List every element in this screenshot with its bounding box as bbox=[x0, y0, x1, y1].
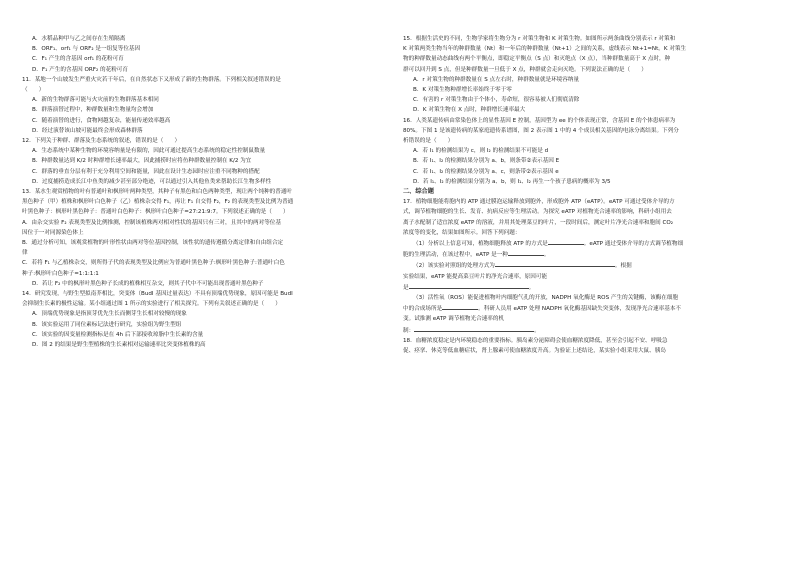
right-line bbox=[403, 116, 765, 126]
line-text-after: 。 bbox=[543, 252, 550, 259]
line-text: 是 bbox=[403, 284, 409, 291]
answer-blank bbox=[495, 260, 615, 267]
line-text: 群可以回升到 S 点，但是种群数量一旦低于 X 点，种群就会走向灭绝。下列说法正确的是（ ） bbox=[403, 66, 647, 73]
left-line bbox=[22, 85, 384, 95]
left-line bbox=[22, 65, 384, 75]
right-line bbox=[403, 136, 765, 146]
line-text: A．r 对策生物的种群数量在 S 点左右时，种群数量就是环境容纳量 bbox=[413, 76, 580, 83]
left-line bbox=[22, 269, 384, 279]
right-line bbox=[403, 272, 765, 282]
line-text: C．随着演替的进行，食物网越复杂，能量传递效率越高 bbox=[32, 117, 171, 124]
right-line bbox=[403, 336, 765, 346]
line-text: （ ） bbox=[22, 87, 45, 94]
line-text: A．水稻品种甲与乙之间存在生殖隔离 bbox=[32, 36, 126, 42]
line-text: 种子:枫形叶白色种子=1:1:1:1 bbox=[22, 270, 99, 277]
right-line bbox=[403, 85, 765, 95]
left-column bbox=[22, 34, 384, 350]
line-text: （2）该实验对照组的处理方式为 bbox=[413, 263, 495, 270]
line-text: D．K 对策生物在 X 点时，种群增长速率最大 bbox=[413, 107, 526, 114]
right-line bbox=[403, 126, 765, 136]
right-line bbox=[403, 65, 765, 75]
line-text: C．F₁ 产生的含基因 orf₁ 的花粉可育 bbox=[32, 56, 124, 63]
line-text: K 对策两类生物当年的种群数量（Nt）和一年后的种群数量（Nt+1）之间的关系，虚线表示 Nt+1=Nt。K 对策生 bbox=[403, 46, 687, 53]
line-text: 会抑制生长素的极性运输。某小组通过图 1 所示的实验进行了相关探究。下列有关叙述正确的是（ ） bbox=[22, 301, 281, 308]
line-text-after: 。 bbox=[528, 284, 535, 291]
right-line bbox=[403, 54, 765, 64]
line-text: B．K 对策生物种群增长率始终于零于零 bbox=[413, 87, 512, 94]
line-text: D．F₁ 产生的含基因 ORF₂ 的花粉可育 bbox=[32, 66, 128, 73]
right-line bbox=[403, 238, 765, 249]
line-text: 18．血糖浓度稳定是内环境稳态的重要指标。胰岛素分泌障碍会使血糖浓度降低，甚至会引起不安、呼吸急 bbox=[403, 337, 668, 344]
right-line bbox=[403, 177, 765, 187]
line-text: 11．某地一个山坡发生严重火灾若干年后，在自然状态下又形成了新的生物群落。下列相关叙述错误的是 bbox=[22, 76, 281, 83]
line-text: 中的合成场所是 bbox=[403, 306, 443, 313]
right-line bbox=[403, 314, 765, 324]
line-text: C．有害的 r 对策生物由于个体小，寿命短，很容易被人们彻底清除 bbox=[413, 97, 580, 104]
left-line bbox=[22, 105, 384, 115]
line-text: （1）分析以上信息可知，植物细胞释放 ATP 的方式是 bbox=[413, 241, 548, 248]
answer-blank bbox=[508, 249, 544, 256]
left-line bbox=[22, 187, 384, 197]
line-text: C．若 I₁、I₂ 的检测结果分别为 a、c，则条带②表示基因 e bbox=[413, 168, 559, 175]
line-text: 制： bbox=[403, 327, 415, 334]
line-text: 变。试推测 eATP 调节植物光合速率的机 bbox=[403, 316, 505, 323]
left-line bbox=[22, 44, 384, 54]
line-text: （3）活性氧（ROS）能促进植物叶内细胞气孔的开放，NADPH 氧化酶是 ROS 产生的关键酶，该酶在细胞 bbox=[413, 295, 679, 302]
right-line bbox=[403, 167, 765, 177]
left-line bbox=[22, 156, 384, 166]
right-line bbox=[403, 249, 765, 260]
right-line bbox=[403, 218, 765, 228]
right-column bbox=[403, 34, 765, 356]
line-text: A．若 I₁ 的检测结果为 c，则 I₂ 的检测结果不可能是 d bbox=[413, 148, 549, 155]
left-line bbox=[22, 126, 384, 136]
line-text: 式，调节植物细胞的生长、发育、抗病反应等生理活动。为探究 eATP 对植物光合速率的影响，科研小组用去 bbox=[403, 209, 672, 216]
left-line bbox=[22, 340, 384, 350]
right-line bbox=[403, 346, 765, 356]
line-text-after: 。科研人员用 eATP 处理 NADPH 氧化酶基因缺失突变体，发现净光合速率基本不 bbox=[478, 306, 682, 313]
line-text: B．若 I₁、I₂ 的检测结果分别为 a、b，则条带②表示基因 E bbox=[413, 158, 560, 165]
line-text: B．ORF₁、orf₁ 与 ORF₂ 是一组复等位基因 bbox=[32, 46, 141, 53]
line-text: D．经过演替该山坡可能最终会形成森林群落 bbox=[32, 127, 143, 134]
left-line bbox=[22, 54, 384, 64]
line-text: 析错误的是（ ） bbox=[403, 138, 454, 145]
right-line bbox=[403, 260, 765, 271]
line-text: 黑色种子（甲）植株和枫形叶白色种子（乙）植株杂交得 F₁，再让 F₁ 自交得 F₂，F₂ 的表现类型及比例为普通 bbox=[22, 199, 294, 206]
right-line bbox=[403, 95, 765, 105]
left-line bbox=[22, 330, 384, 340]
line-text: 12．下列关于种群、群落及生态系统的叙述，错误的是（ ） bbox=[22, 138, 181, 145]
line-text: C．若将 F₁ 与乙植株杂交，则所得子代的表现类型及比例应为普通叶黑色种子:枫形叶黑色种子:普通叶白色 bbox=[22, 260, 285, 267]
line-text: 叶黑色种子：枫形叶黑色种子：普通叶白色种子：枫形叶白色种子=27:21:9:7。下列叙述正确的是（ ） bbox=[22, 209, 289, 216]
left-line bbox=[22, 95, 384, 105]
line-text: 离子水配制了适宜浓度 eATP 的溶液，并用其处理菜豆的叶片，一段时间后，测定叶片净光合速率和胞间 CO₂ bbox=[403, 219, 674, 226]
answer-blank bbox=[414, 325, 534, 332]
left-line bbox=[22, 279, 384, 289]
line-text: B．通过分析可知，该观赏植物的叶形性状由两对等位基因控制，该性状的遗传遵循分离定律和自由组合定 bbox=[22, 240, 284, 247]
right-line bbox=[403, 325, 765, 336]
line-text: D．若让 F₂ 中的枫形叶黑色种子长成的植株相互杂交，则其子代中不可能出现普通叶黑色种子 bbox=[32, 280, 264, 287]
line-text: 17．植物细胞能将胞内的 ATP 通过膜泡运输释放到胞外，形成胞外 ATP（eATP）。eATP 可通过受体介导的方 bbox=[403, 199, 675, 206]
left-line bbox=[22, 207, 384, 217]
right-line bbox=[403, 34, 765, 44]
line-text: A．顶端优势现象是指顶芽优先生长而侧芽生长相对较慢的现象 bbox=[32, 311, 187, 318]
line-text: 促、痉挛、休克等低血糖症状，肾上腺素可使血糖浓度升高。为验证上述结论，某实验小组采用大鼠、胰岛 bbox=[403, 348, 666, 355]
line-text-after: 。eATP 通过受体介导的方式调节植物细 bbox=[583, 241, 684, 248]
left-line bbox=[22, 218, 384, 228]
right-line bbox=[403, 156, 765, 166]
line-text: D．若 I₁、I₂ 的检测结果分别为 a、b，则 I₁、I₂ 再生一个孩子患病的概率为 3/5 bbox=[413, 178, 611, 185]
left-line bbox=[22, 136, 384, 146]
line-text: 14．研究发现，与野生型拟南芥相比，突变体（BudI 基因过量表达）不具有顶端优势现象，原因可能是 BudI bbox=[22, 291, 293, 298]
right-line bbox=[403, 207, 765, 217]
line-text: A．由杂交实验 F₂ 表现类型及比例推测，控制该植株两对相对性状的基因只有三对，且其中的两对等位基 bbox=[22, 219, 281, 226]
line-text: 律 bbox=[22, 250, 28, 257]
line-text-after: 。根据 bbox=[614, 263, 632, 270]
left-line bbox=[22, 258, 384, 268]
right-line bbox=[403, 197, 765, 207]
line-text: D．图 2 的结果是野生型植株的生长素相对运输速率比突变体植株的高 bbox=[32, 342, 206, 349]
left-line bbox=[22, 167, 384, 177]
line-text-after: 。 bbox=[534, 327, 540, 334]
right-line bbox=[403, 44, 765, 54]
left-line bbox=[22, 289, 384, 299]
right-line bbox=[403, 293, 765, 303]
right-line bbox=[403, 228, 765, 238]
right-line bbox=[403, 105, 765, 115]
line-text: 实验结果，eATP 能提高菜豆叶片的净光合速率，原因可能 bbox=[403, 273, 548, 280]
right-line bbox=[403, 146, 765, 156]
left-line bbox=[22, 299, 384, 309]
line-text: B．群落演替过程中，种群数量和生物量均会增加 bbox=[32, 107, 154, 114]
right-line bbox=[403, 282, 765, 293]
line-text: C．该实验的因变量检测指标是在 4h 后下部接收琼脂中生长素的含量 bbox=[32, 331, 204, 338]
right-line bbox=[403, 303, 765, 314]
line-text: 胞的生理活动，在该过程中，eATP 是一种 bbox=[403, 252, 508, 259]
left-line bbox=[22, 34, 384, 44]
left-line bbox=[22, 116, 384, 126]
line-text: D．过度捕捞造成长江中鱼类的减少甚至部分绝迹，可以通过引入其他鱼类来帮助长江生物多样性 bbox=[32, 178, 272, 185]
right-line bbox=[403, 187, 765, 197]
left-line bbox=[22, 177, 384, 187]
line-text: A．生态系统中某种生物的环境容纳量是有限的，因此可通过提高生态系统的稳定性控制鼠数量 bbox=[32, 148, 266, 155]
left-line bbox=[22, 75, 384, 85]
left-line bbox=[22, 238, 384, 248]
left-line bbox=[22, 146, 384, 156]
answer-blank bbox=[409, 282, 529, 289]
line-text: B．该实验运用了同位素标记法进行研究，实验组为野生型组 bbox=[32, 321, 182, 328]
left-line bbox=[22, 228, 384, 238]
left-line bbox=[22, 309, 384, 319]
line-text: 15．根据生活史的不同，生物学家将生物分为 r 对策生物和 K 对策生物。如图所示两条曲线分别表示 r 对策和 bbox=[403, 36, 676, 42]
left-line bbox=[22, 197, 384, 207]
line-text: A．新的生物群落可能与火灾前的生物群落基本相同 bbox=[32, 97, 159, 104]
line-text: 物的种群数量动态曲线有两个平衡点，即稳定平衡点（S 点）和灭绝点（X 点），当种群数量高于 X 点时，种 bbox=[403, 56, 671, 63]
line-text: 二、综合题 bbox=[403, 188, 434, 196]
left-line bbox=[22, 320, 384, 330]
line-text: C．群落的垂直分层有利于充分利用空间和能量，因此在设计生态园时应注重不同物种的搭配 bbox=[32, 168, 260, 175]
line-text: 80%。下图 1 是该遗传病的某家庭遗传系谱图，图 2 表示图 1 中的 4 个成员相关基因的电泳分离结果。下列分 bbox=[403, 127, 679, 134]
line-text: 13．某水生观赏植物的叶有普通叶和枫形叶两种类型，其种子有黑色和白色两种类型，现让两个纯种的普通叶 bbox=[22, 189, 293, 196]
line-text: 浓度等的变化，结果如图所示。回答下列问题： bbox=[403, 229, 521, 236]
left-line bbox=[22, 248, 384, 258]
line-text: 16．人类某遗传病由常染色体上的显性基因 E 控制，基因型为 ee 的个体表现正常，含基因 E 的个体患病率为 bbox=[403, 117, 676, 124]
answer-blank bbox=[442, 303, 478, 310]
right-line bbox=[403, 75, 765, 85]
answer-blank bbox=[548, 238, 584, 245]
line-text: 因位于一对同源染色体上 bbox=[22, 229, 84, 236]
line-text: B．种群数量达到 K/2 时种群增长速率最大，因此捕捞时应将鱼种群数量控制在 K/2 为宜 bbox=[32, 158, 252, 165]
